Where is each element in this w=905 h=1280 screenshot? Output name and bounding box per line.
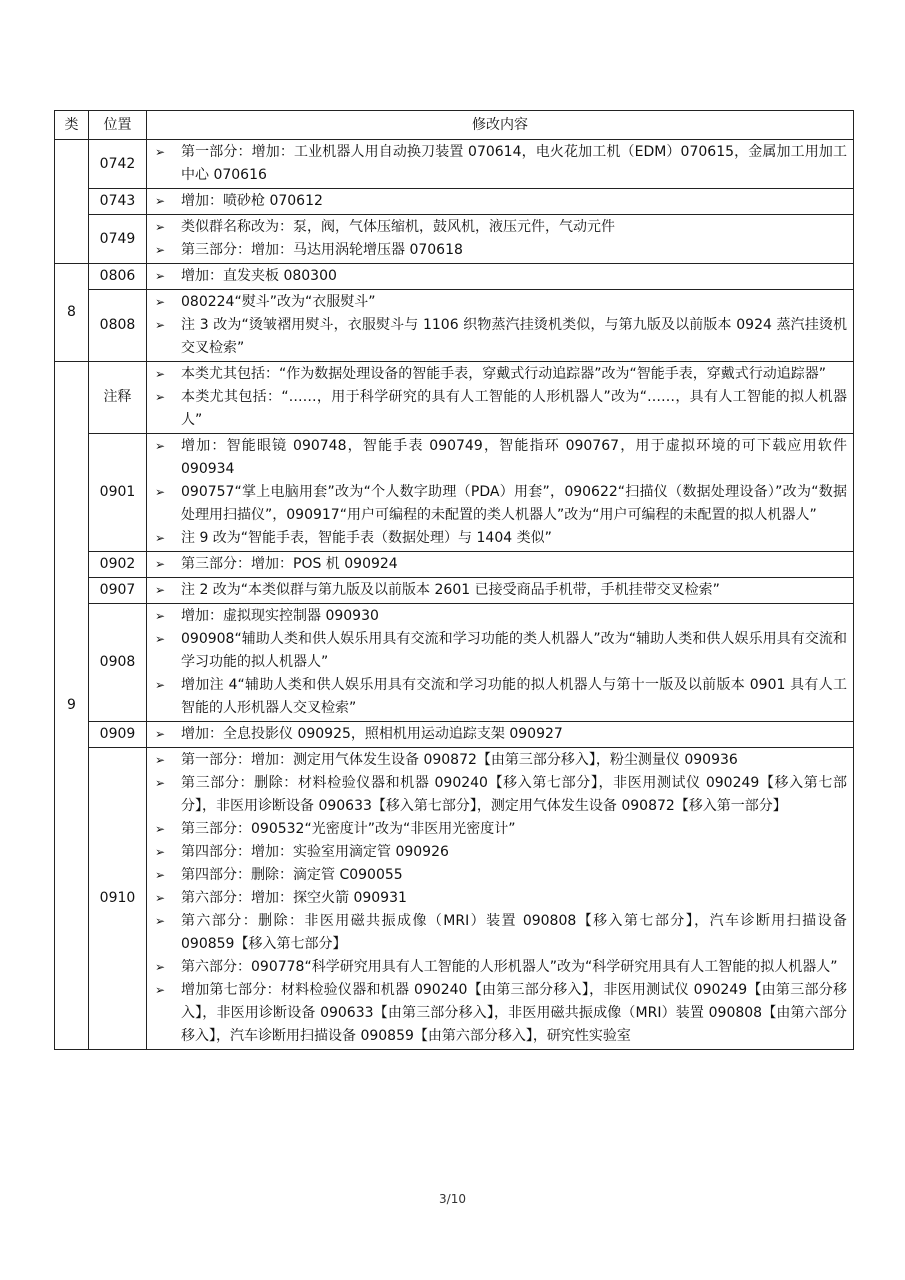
bullet-text: 本类尤其包括：“作为数据处理设备的智能手表，穿戴式行动追踪器”改为“智能手表，穿戴式行动追踪器”	[181, 366, 827, 382]
bullet-text: 增加：喷砂枪 070612	[181, 193, 323, 209]
bullet-text: 类似群名称改为：泵，阀，气体压缩机，鼓风机，液压元件，气动元件	[181, 219, 615, 235]
table-row	[55, 264, 854, 290]
content-cell	[147, 215, 854, 264]
table-row	[55, 362, 854, 434]
content-cell	[147, 362, 854, 434]
bullet-item	[155, 979, 847, 1048]
position-cell: 0743	[89, 189, 147, 215]
bullet-text: 第三部分：增加：马达用涡轮增压器 070618	[181, 242, 463, 258]
bullet-item	[155, 910, 847, 956]
position-cell: 0907	[89, 578, 147, 604]
bullet-item	[155, 579, 847, 602]
class-cell: 9	[55, 362, 89, 1050]
bullet-text: 增加：智能眼镜 090748，智能手表 090749，智能指环 090767，用于虚拟环境的可下载应用软件 090934	[181, 438, 847, 477]
arrow-bullet-icon: ➢	[155, 295, 166, 309]
arrow-bullet-icon: ➢	[155, 845, 166, 859]
bullet-text: 增加：全息投影仪 090925，照相机用运动追踪支架 090927	[181, 726, 563, 742]
table-row	[55, 604, 854, 722]
position-cell: 注释	[89, 362, 147, 434]
bullet-item	[155, 605, 847, 628]
class-cell: 8	[55, 264, 89, 362]
position-cell: 0909	[89, 722, 147, 748]
table-row	[55, 578, 854, 604]
page-number: 3/10	[439, 1192, 466, 1206]
table-row	[55, 722, 854, 748]
arrow-bullet-icon: ➢	[155, 318, 166, 332]
bullet-text: 第六部分：090778“科学研究用具有人工智能的人形机器人”改为“科学研究用具有人工智能的拟人机器人”	[181, 959, 838, 975]
bullet-item	[155, 772, 847, 818]
bullet-item	[155, 314, 847, 360]
bullet-item	[155, 553, 847, 576]
bullet-item	[155, 723, 847, 746]
revision-table	[54, 110, 854, 1050]
content-cell	[147, 604, 854, 722]
header-content: 修改内容	[147, 111, 854, 140]
bullet-text: 第三部分：增加：POS 机 090924	[181, 556, 398, 572]
bullet-item	[155, 239, 847, 262]
bullet-text: 增加第七部分：材料检验仪器和机器 090240【由第三部分移入】，非医用测试仪 090249【由第三部分移入】，非医用诊断设备 090633【由第三部分移入】，非医用磁共振成像（MRI）装置 090808【由第六部分移入】，汽车诊断用扫描设备 090859【由第六部分移入】，研究性实验室	[181, 982, 847, 1044]
table-row	[55, 434, 854, 552]
position-cell: 0910	[89, 748, 147, 1050]
table-row	[55, 215, 854, 264]
bullet-text: 第四部分：增加：实验室用滴定管 090926	[181, 844, 449, 860]
bullet-item	[155, 386, 847, 432]
table-header-row	[55, 111, 854, 140]
content-cell	[147, 748, 854, 1050]
arrow-bullet-icon: ➢	[155, 269, 166, 283]
arrow-bullet-icon: ➢	[155, 868, 166, 882]
arrow-bullet-icon: ➢	[155, 145, 166, 159]
arrow-bullet-icon: ➢	[155, 194, 166, 208]
bullet-text: 080224“熨斗”改为“衣服熨斗”	[181, 294, 376, 310]
arrow-bullet-icon: ➢	[155, 220, 166, 234]
bullet-item	[155, 674, 847, 720]
position-cell: 0749	[89, 215, 147, 264]
bullet-text: 第四部分：删除：滴定管 C090055	[181, 867, 403, 883]
position-cell: 0806	[89, 264, 147, 290]
bullet-text: 第三部分：090532“光密度计”改为“非医用光密度计”	[181, 821, 516, 837]
bullet-item	[155, 190, 847, 213]
arrow-bullet-icon: ➢	[155, 776, 166, 790]
table-row	[55, 189, 854, 215]
table-row	[55, 140, 854, 189]
bullet-text: 第六部分：增加：探空火箭 090931	[181, 890, 407, 906]
class-cell	[55, 140, 89, 264]
table-row	[55, 748, 854, 1050]
bullet-text: 增加：直发夹板 080300	[181, 268, 337, 284]
bullet-text: 注 2 改为“本类似群与第九版及以前版本 2601 已接受商品手机带，手机挂带交叉检索”	[181, 582, 720, 598]
arrow-bullet-icon: ➢	[155, 439, 166, 453]
arrow-bullet-icon: ➢	[155, 983, 166, 997]
arrow-bullet-icon: ➢	[155, 753, 166, 767]
bullet-item	[155, 435, 847, 481]
table-row	[55, 552, 854, 578]
bullet-item	[155, 265, 847, 288]
content-cell	[147, 552, 854, 578]
bullet-item	[155, 141, 847, 187]
position-cell: 0908	[89, 604, 147, 722]
arrow-bullet-icon: ➢	[155, 727, 166, 741]
table-body	[55, 140, 854, 1050]
arrow-bullet-icon: ➢	[155, 557, 166, 571]
content-cell	[147, 722, 854, 748]
bullet-item	[155, 216, 847, 239]
bullet-text: 增加：虚拟现实控制器 090930	[181, 608, 379, 624]
arrow-bullet-icon: ➢	[155, 891, 166, 905]
bullet-text: 090908“辅助人类和供人娱乐用具有交流和学习功能的类人机器人”改为“辅助人类和供人娱乐用具有交流和学习功能的拟人机器人”	[181, 631, 847, 670]
position-cell: 0902	[89, 552, 147, 578]
arrow-bullet-icon: ➢	[155, 960, 166, 974]
bullet-text: 注 3 改为“烫皱褶用熨斗，衣服熨斗与 1106 织物蒸汽挂烫机类似，与第九版及以前版本 0924 蒸汽挂烫机交叉检索”	[181, 317, 847, 356]
arrow-bullet-icon: ➢	[155, 367, 166, 381]
bullet-item	[155, 749, 847, 772]
bullet-text: 增加注 4“辅助人类和供人娱乐用具有交流和学习功能的拟人机器人与第十一版及以前版本 0901 具有人工智能的人形机器人交叉检索”	[181, 677, 847, 716]
bullet-text: 第六部分：删除：非医用磁共振成像（MRI）装置 090808【移入第七部分】，汽车诊断用扫描设备 090859【移入第七部分】	[181, 913, 847, 952]
bullet-item	[155, 818, 847, 841]
bullet-text: 第一部分：增加：工业机器人用自动换刀装置 070614，电火花加工机（EDM）070615，金属加工用加工中心 070616	[181, 144, 847, 183]
header-class: 类	[55, 111, 89, 140]
bullet-item	[155, 887, 847, 910]
content-cell	[147, 290, 854, 362]
bullet-item	[155, 841, 847, 864]
bullet-text: 注 9 改为“智能手表，智能手表（数据处理）与 1404 类似”	[181, 530, 552, 546]
bullet-text: 090757“掌上电脑用套”改为“个人数字助理（PDA）用套”，090622“扫描仪（数据处理设备）”改为“数据处理用扫描仪”，090917“用户可编程的未配置的类人机器人”改为“用户可编程的未配置的拟人机器人”	[181, 484, 847, 523]
bullet-item	[155, 291, 847, 314]
arrow-bullet-icon: ➢	[155, 243, 166, 257]
bullet-text: 第一部分：增加：测定用气体发生设备 090872【由第三部分移入】，粉尘测量仪 090936	[181, 752, 738, 768]
content-cell	[147, 264, 854, 290]
arrow-bullet-icon: ➢	[155, 609, 166, 623]
content-cell	[147, 140, 854, 189]
position-cell: 0901	[89, 434, 147, 552]
arrow-bullet-icon: ➢	[155, 485, 166, 499]
bullet-text: 本类尤其包括：“……，用于科学研究的具有人工智能的人形机器人”改为“……，具有人工智能的拟人机器人”	[181, 389, 847, 428]
bullet-item	[155, 956, 847, 979]
bullet-item	[155, 628, 847, 674]
bullet-item	[155, 363, 847, 386]
content-cell	[147, 189, 854, 215]
header-position: 位置	[89, 111, 147, 140]
bullet-text: 第三部分：删除：材料检验仪器和机器 090240【移入第七部分】，非医用测试仪 090249【移入第七部分】，非医用诊断设备 090633【移入第七部分】，测定用气体发生设备 090872【移入第一部分】	[181, 775, 847, 814]
arrow-bullet-icon: ➢	[155, 531, 166, 545]
arrow-bullet-icon: ➢	[155, 678, 166, 692]
arrow-bullet-icon: ➢	[155, 914, 166, 928]
arrow-bullet-icon: ➢	[155, 632, 166, 646]
content-cell	[147, 434, 854, 552]
arrow-bullet-icon: ➢	[155, 822, 166, 836]
position-cell: 0742	[89, 140, 147, 189]
arrow-bullet-icon: ➢	[155, 390, 166, 404]
arrow-bullet-icon: ➢	[155, 583, 166, 597]
content-cell	[147, 578, 854, 604]
position-cell: 0808	[89, 290, 147, 362]
table-row	[55, 290, 854, 362]
bullet-item	[155, 481, 847, 527]
bullet-item	[155, 864, 847, 887]
bullet-item	[155, 527, 847, 550]
